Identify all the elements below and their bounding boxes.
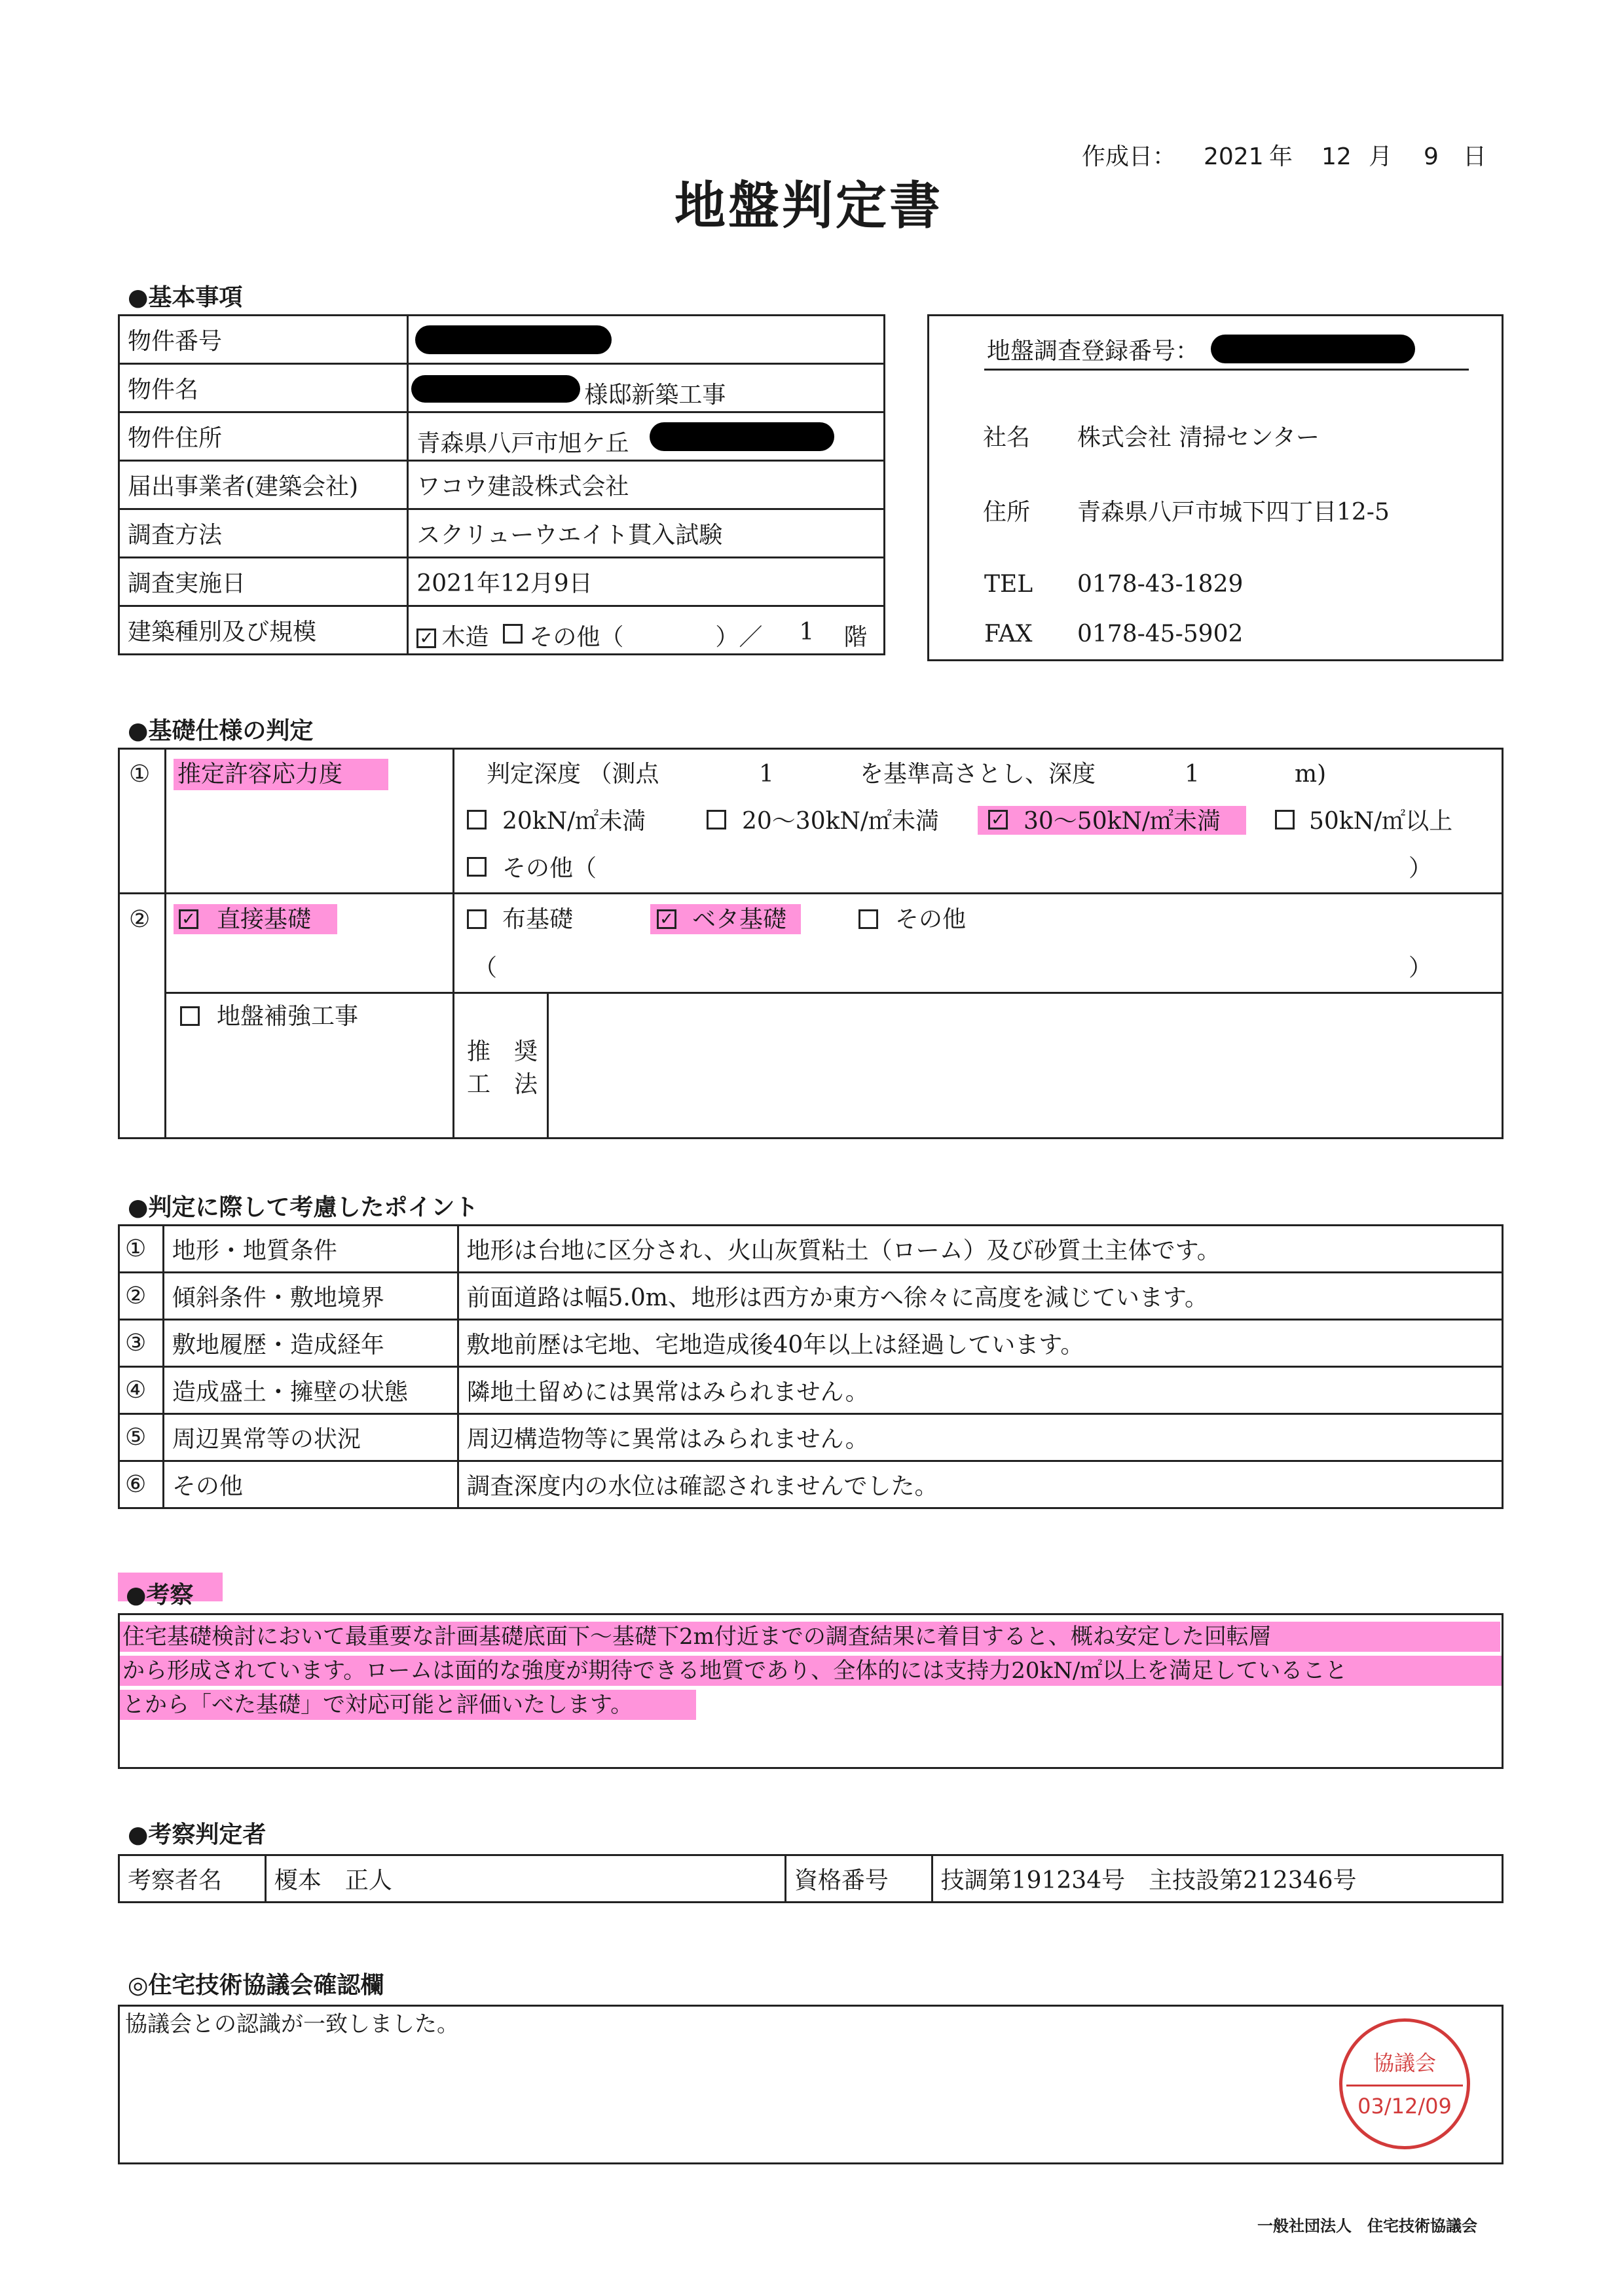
recommend-line-1: 推 奨 — [467, 1038, 538, 1065]
direct-label: 直接基礎 — [217, 906, 312, 933]
judge-qual: 技調第191234号 主技設第212346号 — [932, 1855, 1502, 1903]
basic-value-address — [408, 412, 885, 461]
opt-other-label: その他（ — [502, 855, 597, 882]
basic-value-property — [408, 364, 885, 412]
point-label: 敷地履歴・造成経年 — [163, 1320, 458, 1367]
beta-checkbox[interactable]: ✓ — [657, 909, 676, 929]
redaction-mark — [1211, 335, 1415, 363]
redaction-mark — [415, 325, 612, 354]
opt3-checkbox[interactable]: ✓ — [988, 810, 1008, 829]
divider — [164, 992, 1502, 994]
point-value: 周辺構造物等に異常はみられません。 — [458, 1414, 1503, 1461]
reinforce-checkbox[interactable] — [180, 1006, 200, 1026]
consideration-line-3: とから「べた基礎」で対応可能と評価いたします。 — [122, 1692, 633, 1718]
property-name-suffix: 様邸新築工事 — [584, 382, 726, 409]
point-label: 造成盛土・擁壁の状態 — [163, 1367, 458, 1414]
created-year-unit: 年 — [1269, 143, 1293, 170]
judge-table — [118, 1854, 1504, 1903]
divider — [452, 750, 454, 1137]
point-label: 周辺異常等の状況 — [163, 1414, 458, 1461]
opt1-checkbox[interactable] — [467, 810, 487, 829]
consideration-line-2: から形成されています。ロームは面的な強度が期待できる地質であり、全体的には支持力20kN/㎡以上を満足していること — [122, 1658, 1348, 1684]
point-label: 傾斜条件・敷地境界 — [163, 1273, 458, 1320]
depth-text: 判定深度 （測点 — [487, 761, 659, 788]
created-day: 9 — [1424, 143, 1439, 170]
divider — [120, 892, 1502, 894]
point-no: ⑥ — [119, 1461, 164, 1508]
divider — [547, 992, 549, 1137]
beta-label: ベタ基礎 — [692, 906, 787, 933]
created-label: 作成日： — [1082, 143, 1177, 170]
paren-close: ） — [1409, 955, 1433, 981]
company-address-label: 住所 — [983, 499, 1031, 526]
recommend-line-2: 工 法 — [467, 1071, 538, 1098]
direct-checkbox[interactable]: ✓ — [179, 909, 198, 929]
foundation-heading: ●基礎仕様の判定 — [128, 718, 314, 744]
stamp-top-text: 協議会 — [1373, 2050, 1436, 2075]
address-prefix: 青森県八戸市旭ケ丘 — [416, 430, 629, 457]
floors-unit: 階 — [843, 624, 868, 651]
point-no: ⑤ — [119, 1414, 164, 1461]
point-value: 敷地前歴は宅地、宅地造成後40年以上は経過しています。 — [458, 1320, 1503, 1367]
floors-value: 1 — [799, 619, 815, 646]
point-value: 地形は台地に区分され、火山灰質粘土（ローム）及び砂質土主体です。 — [458, 1226, 1503, 1273]
consideration-heading: ●考察 — [126, 1582, 194, 1609]
row-number-1: ① — [129, 761, 151, 788]
company-tel-label: TEL — [984, 571, 1033, 598]
basic-label-method: 調査方法 — [119, 509, 408, 558]
opt1-label: 20kN/㎡未満 — [502, 808, 646, 835]
basic-label-number: 物件番号 — [119, 316, 408, 364]
registration-underline — [984, 369, 1469, 371]
wood-label: 木造 — [441, 624, 489, 651]
footer-organization: 一般社団法人 住宅技術協議会 — [1257, 2217, 1477, 2235]
judge-name: 榎本 正人 — [265, 1855, 785, 1903]
basic-value-date: 2021年12月9日 — [408, 558, 885, 606]
point-value: 前面道路は幅5.0m、地形は西方か東方へ徐々に高度を減じています。 — [458, 1273, 1503, 1320]
redaction-mark — [650, 422, 834, 451]
council-text: 協議会との認識が一致しました。 — [125, 2011, 459, 2037]
company-name-label: 社名 — [983, 424, 1031, 451]
opt-other-close: ） — [1409, 855, 1433, 882]
depth-point: 1 — [759, 761, 774, 788]
point-no: ④ — [119, 1367, 164, 1414]
bearing-label: 推定許容応力度 — [177, 761, 343, 788]
basic-value-scale — [408, 606, 885, 655]
points-heading: ●判定に際して考慮したポイント — [128, 1194, 479, 1221]
opt2-checkbox[interactable] — [707, 810, 726, 829]
point-no: ① — [119, 1226, 164, 1273]
company-fax-label: FAX — [984, 621, 1033, 647]
other-checkbox[interactable] — [503, 624, 523, 644]
point-no: ③ — [119, 1320, 164, 1367]
created-month-unit: 月 — [1369, 143, 1393, 170]
row-number-2: ② — [129, 906, 151, 933]
point-no: ② — [119, 1273, 164, 1320]
points-table — [118, 1224, 1504, 1509]
other-label: その他（ — [529, 624, 624, 651]
created-year: 2021 — [1204, 143, 1264, 170]
stamp-date: 03/12/09 — [1357, 2094, 1452, 2119]
council-stamp — [1339, 2018, 1470, 2149]
sonota-checkbox[interactable] — [858, 909, 878, 929]
opt3-label: 30～50kN/㎡未満 — [1024, 808, 1221, 835]
point-value: 隣地土留めには異常はみられません。 — [458, 1367, 1503, 1414]
council-box — [118, 2005, 1504, 2164]
nuno-label: 布基礎 — [502, 906, 574, 933]
point-label: 地形・地質条件 — [163, 1226, 458, 1273]
page-title: 地盤判定書 — [674, 177, 944, 236]
consideration-box — [118, 1613, 1504, 1769]
registration-label: 地盤調査登録番号： — [987, 338, 1200, 365]
judge-heading: ●考察判定者 — [128, 1821, 267, 1848]
paren-open: （ — [473, 955, 498, 981]
basic-value-method: スクリューウエイト貫入試験 — [408, 509, 885, 558]
divider — [164, 750, 166, 1137]
nuno-checkbox[interactable] — [467, 909, 487, 929]
judge-qual-label: 資格番号 — [785, 1855, 932, 1903]
consideration-line-1: 住宅基礎検討において最重要な計画基礎底面下～基礎下2m付近までの調査結果に着目すると、概ね安定した回転層 — [122, 1624, 1271, 1650]
company-tel: 0178-43-1829 — [1077, 571, 1244, 598]
created-day-unit: 日 — [1463, 143, 1487, 170]
basic-label-property: 物件名 — [119, 364, 408, 412]
judge-name-label: 考察者名 — [119, 1855, 266, 1903]
basic-heading: ●基本事項 — [128, 284, 243, 311]
basic-table — [118, 314, 885, 655]
basic-value-builder: ワコウ建設株式会社 — [408, 461, 885, 509]
basic-label-scale: 建築種別及び規模 — [119, 606, 408, 655]
company-fax: 0178-45-5902 — [1077, 621, 1244, 647]
opt2-label: 20～30kN/㎡未満 — [742, 808, 940, 835]
stamp-line — [1346, 2085, 1463, 2086]
created-month: 12 — [1321, 143, 1352, 170]
basic-label-date: 調査実施日 — [119, 558, 408, 606]
reinforce-label: 地盤補強工事 — [217, 1003, 359, 1030]
company-name: 株式会社 清掃センター — [1077, 424, 1320, 451]
wood-checkbox[interactable]: ✓ — [416, 629, 436, 648]
other-close: ）／ — [715, 624, 763, 651]
opt4-label: 50kN/㎡以上 — [1309, 808, 1453, 835]
depth-unit: m) — [1295, 761, 1327, 788]
point-value: 調査深度内の水位は確認されませんでした。 — [458, 1461, 1503, 1508]
council-heading: ◎住宅技術協議会確認欄 — [128, 1972, 384, 1999]
basic-value-number — [408, 316, 885, 364]
opt-other-checkbox[interactable] — [467, 857, 487, 877]
redaction-mark — [411, 375, 580, 403]
company-address: 青森県八戸市城下四丁目12-5 — [1077, 499, 1390, 526]
opt4-checkbox[interactable] — [1275, 810, 1295, 829]
depth-mid: を基準高さとし、深度 — [860, 761, 1096, 788]
basic-label-address: 物件住所 — [119, 412, 408, 461]
point-label: その他 — [163, 1461, 458, 1508]
sonota-label: その他 — [895, 906, 967, 933]
depth-value: 1 — [1185, 761, 1200, 788]
basic-label-builder: 届出事業者(建築会社) — [119, 461, 408, 509]
company-box — [927, 314, 1504, 661]
foundation-table — [118, 748, 1504, 1139]
